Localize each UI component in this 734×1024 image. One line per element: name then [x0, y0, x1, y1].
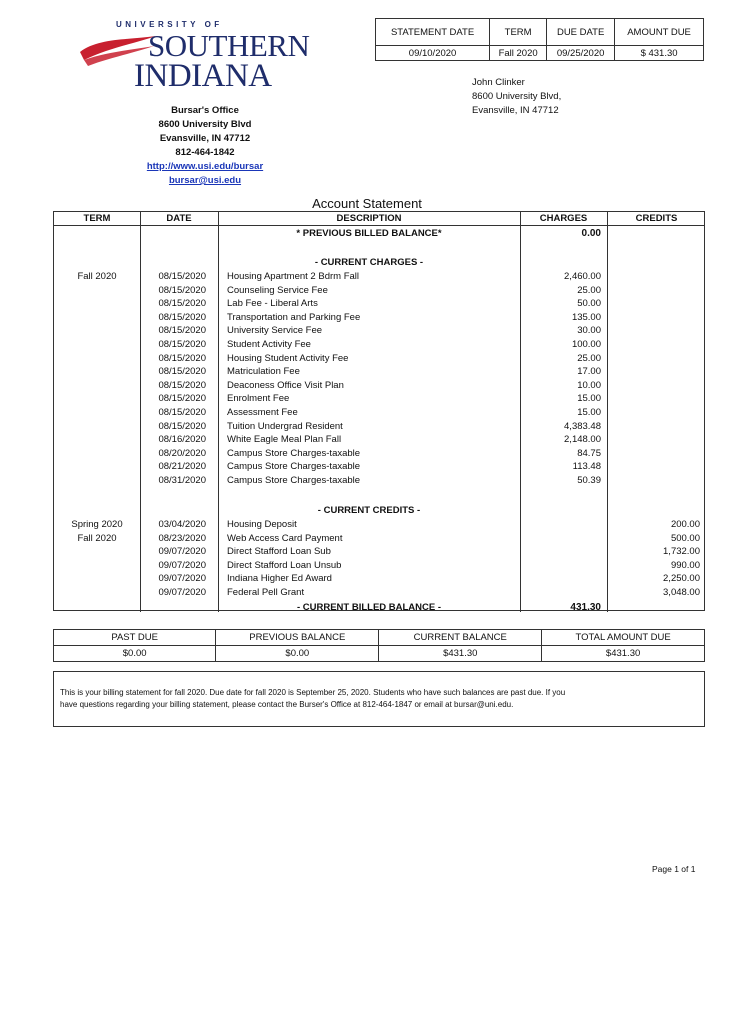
row-date: 08/15/2020	[158, 325, 206, 337]
statement-date-value: 09/10/2020	[376, 46, 490, 61]
row-description: Assessment Fee	[227, 407, 298, 418]
summary-label: PREVIOUS BALANCE	[216, 630, 379, 646]
charge-row	[54, 284, 706, 298]
current-billed-label: - CURRENT BILLED BALANCE -	[296, 602, 442, 613]
statement-title: Account Statement	[312, 196, 422, 211]
row-date: 08/15/2020	[158, 352, 206, 364]
row-credit-amount: 2,250.00	[663, 573, 700, 585]
col-charges: CHARGES	[539, 213, 588, 224]
row-date: 08/15/2020	[158, 420, 206, 432]
row-charge-amount: 10.00	[577, 379, 601, 391]
row-date: 08/15/2020	[158, 379, 206, 391]
note-line: have questions regarding your billing statement, please contact the Burser's Office at 812-464-1847 or email at bursar@uni.edu.	[60, 700, 514, 709]
summary-label: TOTAL AMOUNT DUE	[542, 630, 705, 646]
row-credit-amount: 990.00	[670, 559, 700, 571]
row-description: Campus Store Charges-taxable	[227, 475, 361, 486]
logo-line2: INDIANA	[134, 58, 272, 94]
total-amount-due-value: $431.30	[542, 646, 705, 662]
charge-row	[54, 392, 706, 406]
office-email-link[interactable]: bursar@usi.edu	[168, 175, 242, 186]
row-credit-amount: 1,732.00	[663, 546, 700, 558]
credit-row	[54, 572, 706, 586]
current-billed-amount: 431.30	[570, 602, 601, 613]
row-charge-amount: 2,148.00	[564, 434, 601, 446]
row-charge-amount: 4,383.48	[564, 420, 601, 432]
current-balance-value: $431.30	[379, 646, 542, 662]
row-date: 08/15/2020	[158, 271, 206, 282]
row-charge-amount: 17.00	[577, 366, 601, 378]
header-label: STATEMENT DATE	[376, 19, 490, 46]
row-charge-amount: 113.48	[572, 461, 601, 473]
row-date: 03/04/2020	[158, 519, 206, 530]
row-date: 09/07/2020	[158, 573, 206, 585]
credit-row	[54, 532, 706, 546]
row-description: Web Access Card Payment	[227, 532, 343, 544]
credit-row	[54, 586, 706, 600]
charge-row	[54, 379, 706, 393]
col-description: DESCRIPTION	[336, 213, 402, 224]
row-description: Counseling Service Fee	[227, 284, 328, 296]
row-description: Campus Store Charges-taxable	[227, 447, 361, 459]
note-line: This is your billing statement for fall 2020. Due date for fall 2020 is September 25, 2020. Students who have such balances are past due. If you	[60, 688, 566, 697]
row-date: 08/21/2020	[158, 461, 206, 473]
balance-summary-table	[53, 629, 705, 662]
row-charge-amount: 25.00	[577, 284, 601, 296]
row-date: 08/31/2020	[158, 475, 206, 486]
row-term: Spring 2020	[71, 519, 123, 530]
row-charge-amount: 25.00	[577, 352, 601, 364]
summary-label: CURRENT BALANCE	[379, 630, 542, 646]
current-charges-label: - CURRENT CHARGES -	[314, 257, 424, 268]
charge-row	[54, 365, 706, 379]
row-date: 09/07/2020	[158, 546, 206, 558]
row-charge-amount: 15.00	[577, 393, 601, 405]
due-date-value: 09/25/2020	[547, 46, 615, 61]
charge-row	[54, 352, 706, 366]
office-name: Bursar's Office	[171, 105, 239, 116]
row-description: University Service Fee	[227, 325, 323, 337]
row-credit-amount: 500.00	[670, 532, 700, 544]
row-description: Campus Store Charges-taxable	[227, 461, 361, 473]
charge-row	[54, 447, 706, 461]
credit-row	[54, 559, 706, 573]
row-description: Housing Deposit	[227, 519, 297, 530]
row-date: 08/15/2020	[158, 339, 206, 350]
row-charge-amount: 50.00	[577, 298, 601, 310]
charge-row	[54, 324, 706, 338]
term-value: Fall 2020	[490, 46, 547, 61]
row-term: Fall 2020	[77, 532, 117, 544]
office-phone: 812-464-1842	[175, 147, 235, 158]
row-date: 08/15/2020	[158, 311, 206, 323]
summary-label: PAST DUE	[54, 630, 216, 646]
row-description: Housing Student Activity Fee	[227, 352, 349, 364]
row-description: Indiana Higher Ed Award	[227, 573, 332, 585]
row-charge-amount: 84.75	[577, 447, 601, 459]
row-date: 08/15/2020	[158, 366, 206, 378]
row-description: Direct Stafford Loan Unsub	[227, 559, 342, 571]
credit-row	[54, 545, 706, 559]
logo-top-text: UNIVERSITY OF	[116, 20, 223, 29]
charge-row	[54, 338, 706, 352]
statement-header-table	[375, 18, 704, 61]
charge-row	[54, 270, 706, 284]
row-description: Enrolment Fee	[227, 393, 290, 405]
charge-row	[54, 474, 706, 488]
row-description: Federal Pell Grant	[227, 587, 305, 598]
row-date: 08/15/2020	[158, 407, 206, 418]
recipient-name: John Clinker	[472, 77, 525, 88]
billing-note	[53, 671, 705, 727]
office-city: Evansville, IN 47712	[159, 133, 251, 144]
row-date: 08/23/2020	[158, 532, 206, 544]
bursar-office-info	[110, 104, 300, 188]
row-credit-amount: 3,048.00	[663, 587, 700, 598]
row-date: 08/15/2020	[158, 298, 206, 310]
row-description: Deaconess Office Visit Plan	[227, 379, 344, 391]
row-description: Matriculation Fee	[227, 366, 300, 378]
row-description: Transportation and Parking Fee	[227, 311, 361, 323]
past-due-value: $0.00	[54, 646, 216, 662]
page-number: Page 1 of 1	[652, 864, 696, 874]
previous-balance-amount: 0.00	[581, 228, 601, 239]
header-label: TERM	[490, 19, 547, 46]
office-website-link[interactable]: http://www.usi.edu/bursar	[146, 161, 264, 172]
row-description: Direct Stafford Loan Sub	[227, 546, 331, 558]
recipient-city: Evansville, IN 47712	[472, 105, 559, 116]
previous-balance-value: $0.00	[216, 646, 379, 662]
row-charge-amount: 30.00	[577, 325, 601, 337]
row-charge-amount: 2,460.00	[564, 271, 601, 282]
header-label: DUE DATE	[547, 19, 615, 46]
row-date: 09/07/2020	[158, 559, 206, 571]
row-date: 08/15/2020	[158, 284, 206, 296]
row-date: 08/16/2020	[158, 434, 206, 446]
office-street: 8600 University Blvd	[158, 119, 252, 130]
row-description: White Eagle Meal Plan Fall	[227, 434, 342, 446]
col-term: TERM	[83, 213, 111, 224]
recipient-address	[472, 76, 561, 118]
charge-row	[54, 406, 706, 420]
row-charge-amount: 135.00	[571, 311, 601, 323]
university-logo	[78, 20, 310, 94]
charge-row	[54, 460, 706, 474]
row-description: Student Activity Fee	[227, 339, 311, 350]
col-date: DATE	[166, 213, 192, 224]
row-term: Fall 2020	[77, 271, 117, 282]
row-description: Tuition Undergrad Resident	[227, 420, 343, 432]
row-credit-amount: 200.00	[670, 519, 700, 530]
logo-line1: SOUTHERN	[148, 28, 310, 63]
row-date: 08/20/2020	[158, 447, 206, 459]
row-description: Lab Fee - Liberal Arts	[227, 298, 318, 310]
row-date: 09/07/2020	[158, 587, 206, 598]
row-charge-amount: 50.39	[577, 475, 601, 486]
charge-row	[54, 311, 706, 325]
previous-balance-label: * PREVIOUS BILLED BALANCE*	[296, 228, 442, 239]
recipient-street: 8600 University Blvd,	[472, 91, 562, 102]
amount-due-value: $ 431.30	[615, 46, 704, 61]
charge-row	[54, 420, 706, 434]
row-charge-amount: 15.00	[577, 407, 601, 418]
current-credits-label: - CURRENT CREDITS -	[317, 505, 421, 516]
row-description: Housing Apartment 2 Bdrm Fall	[227, 271, 360, 282]
header-label: AMOUNT DUE	[615, 19, 704, 46]
charge-row	[54, 433, 706, 447]
col-credits: CREDITS	[635, 213, 678, 224]
row-charge-amount: 100.00	[571, 339, 601, 350]
credit-row	[54, 518, 706, 532]
row-date: 08/15/2020	[158, 393, 206, 405]
charge-row	[54, 297, 706, 311]
ledger-table	[53, 211, 705, 611]
